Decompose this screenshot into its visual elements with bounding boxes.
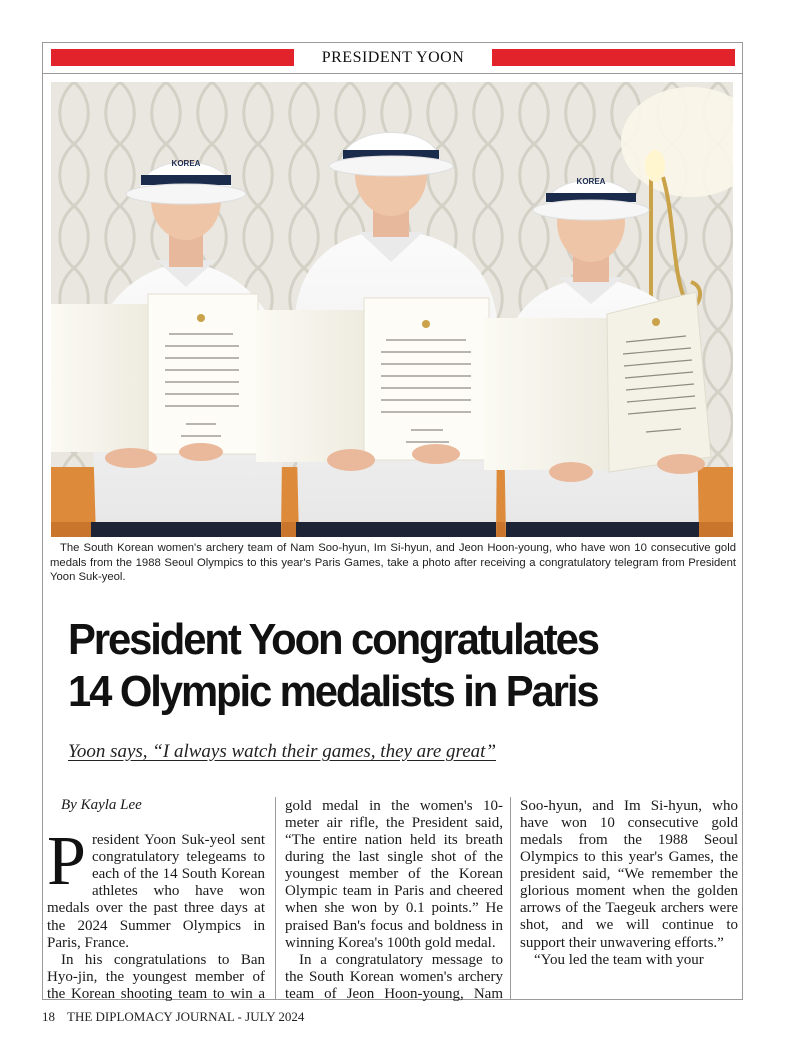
paragraph-3: Soo-hyun, and Im Si-hyun, who have won 10 consecutive gold medals from the 1988 Seoul Olympics to this year's Games, the president said, “We remember the glorious moment when the golden arrows of the Taegeuk archers were shot, and we will continue to support their unwavering efforts.” — [520, 797, 738, 951]
article-body — [47, 797, 265, 1002]
archery-team-photo — [51, 82, 733, 537]
headline-line-1: President Yoon congratulates — [68, 615, 598, 664]
photo-caption: The South Korean women's archery team of Nam Soo-hyun, Im Si-hyun, and Jeon Hoon-young, who have won 10 consecutive gold medals from the 1988 Seoul Olympics to this year's Paris Games, take a photo after receiving a congratulatory telegram from President Yoon Suk-yeol. — [50, 542, 736, 583]
page-number: 18 — [42, 1009, 55, 1024]
column-flow-3 — [520, 797, 738, 969]
article-column-3 — [520, 797, 738, 1002]
column-flow-2 — [285, 797, 503, 1002]
page-footer — [42, 1009, 304, 1025]
section-bar-right — [492, 49, 735, 66]
paragraph-2 — [285, 797, 503, 952]
header-rule — [42, 73, 743, 74]
certificate-2 — [256, 298, 489, 462]
publication-name: THE DIPLOMACY JOURNAL - JULY 2024 — [67, 1009, 305, 1024]
section-bar-left — [51, 49, 294, 66]
paragraph-4: “You led the team with your — [534, 951, 704, 968]
certificate-1 — [51, 294, 258, 454]
paragraph-3: In a congratulatory message to the South Korean women's archery team of Jeon Hoon-young, Nam — [285, 951, 503, 1002]
headline-line-2: 14 Olympic medalists in Paris — [68, 667, 598, 716]
section-header — [51, 48, 735, 68]
article-column-2 — [285, 797, 503, 1002]
column-rule-2 — [510, 797, 511, 999]
paragraph-2-text-a: gold medal in the women's 10-meter air rifle, the President said, “The entire nation held its breath during the last single shot of the youngest member of the Korean Olympic team in Paris and cheered when she won by 0.1 points.” He praised Ban's focus and boldness in winning Korea's 100th gold medal. — [285, 797, 503, 951]
paragraph-2 — [47, 952, 265, 1002]
byline: By Kayla Lee — [61, 797, 142, 813]
drop-cap: P — [47, 823, 86, 901]
paragraph-1-text: resident Yoon Suk-yeol sent congratulatory telegeams to each of the 14 South Korean athletes who have won medals over the past three days at the 2024 Summer Olympics in Paris, France. — [47, 832, 265, 951]
cap-label-1: KOREA — [171, 159, 201, 168]
deck: Yoon says, “I always watch their games, they are great” — [68, 741, 497, 762]
column-rule-1 — [275, 797, 276, 999]
headline — [68, 614, 695, 718]
certificate-3 — [484, 292, 711, 472]
cap-label-3: KOREA — [576, 177, 606, 186]
paragraph-2-text-a: In his congratulations to Ban Hyo-jin, the youngest member of the Korean shooting team to win a — [47, 951, 265, 1002]
section-title: PRESIDENT YOON — [321, 49, 465, 66]
paragraph-1 — [47, 823, 265, 952]
